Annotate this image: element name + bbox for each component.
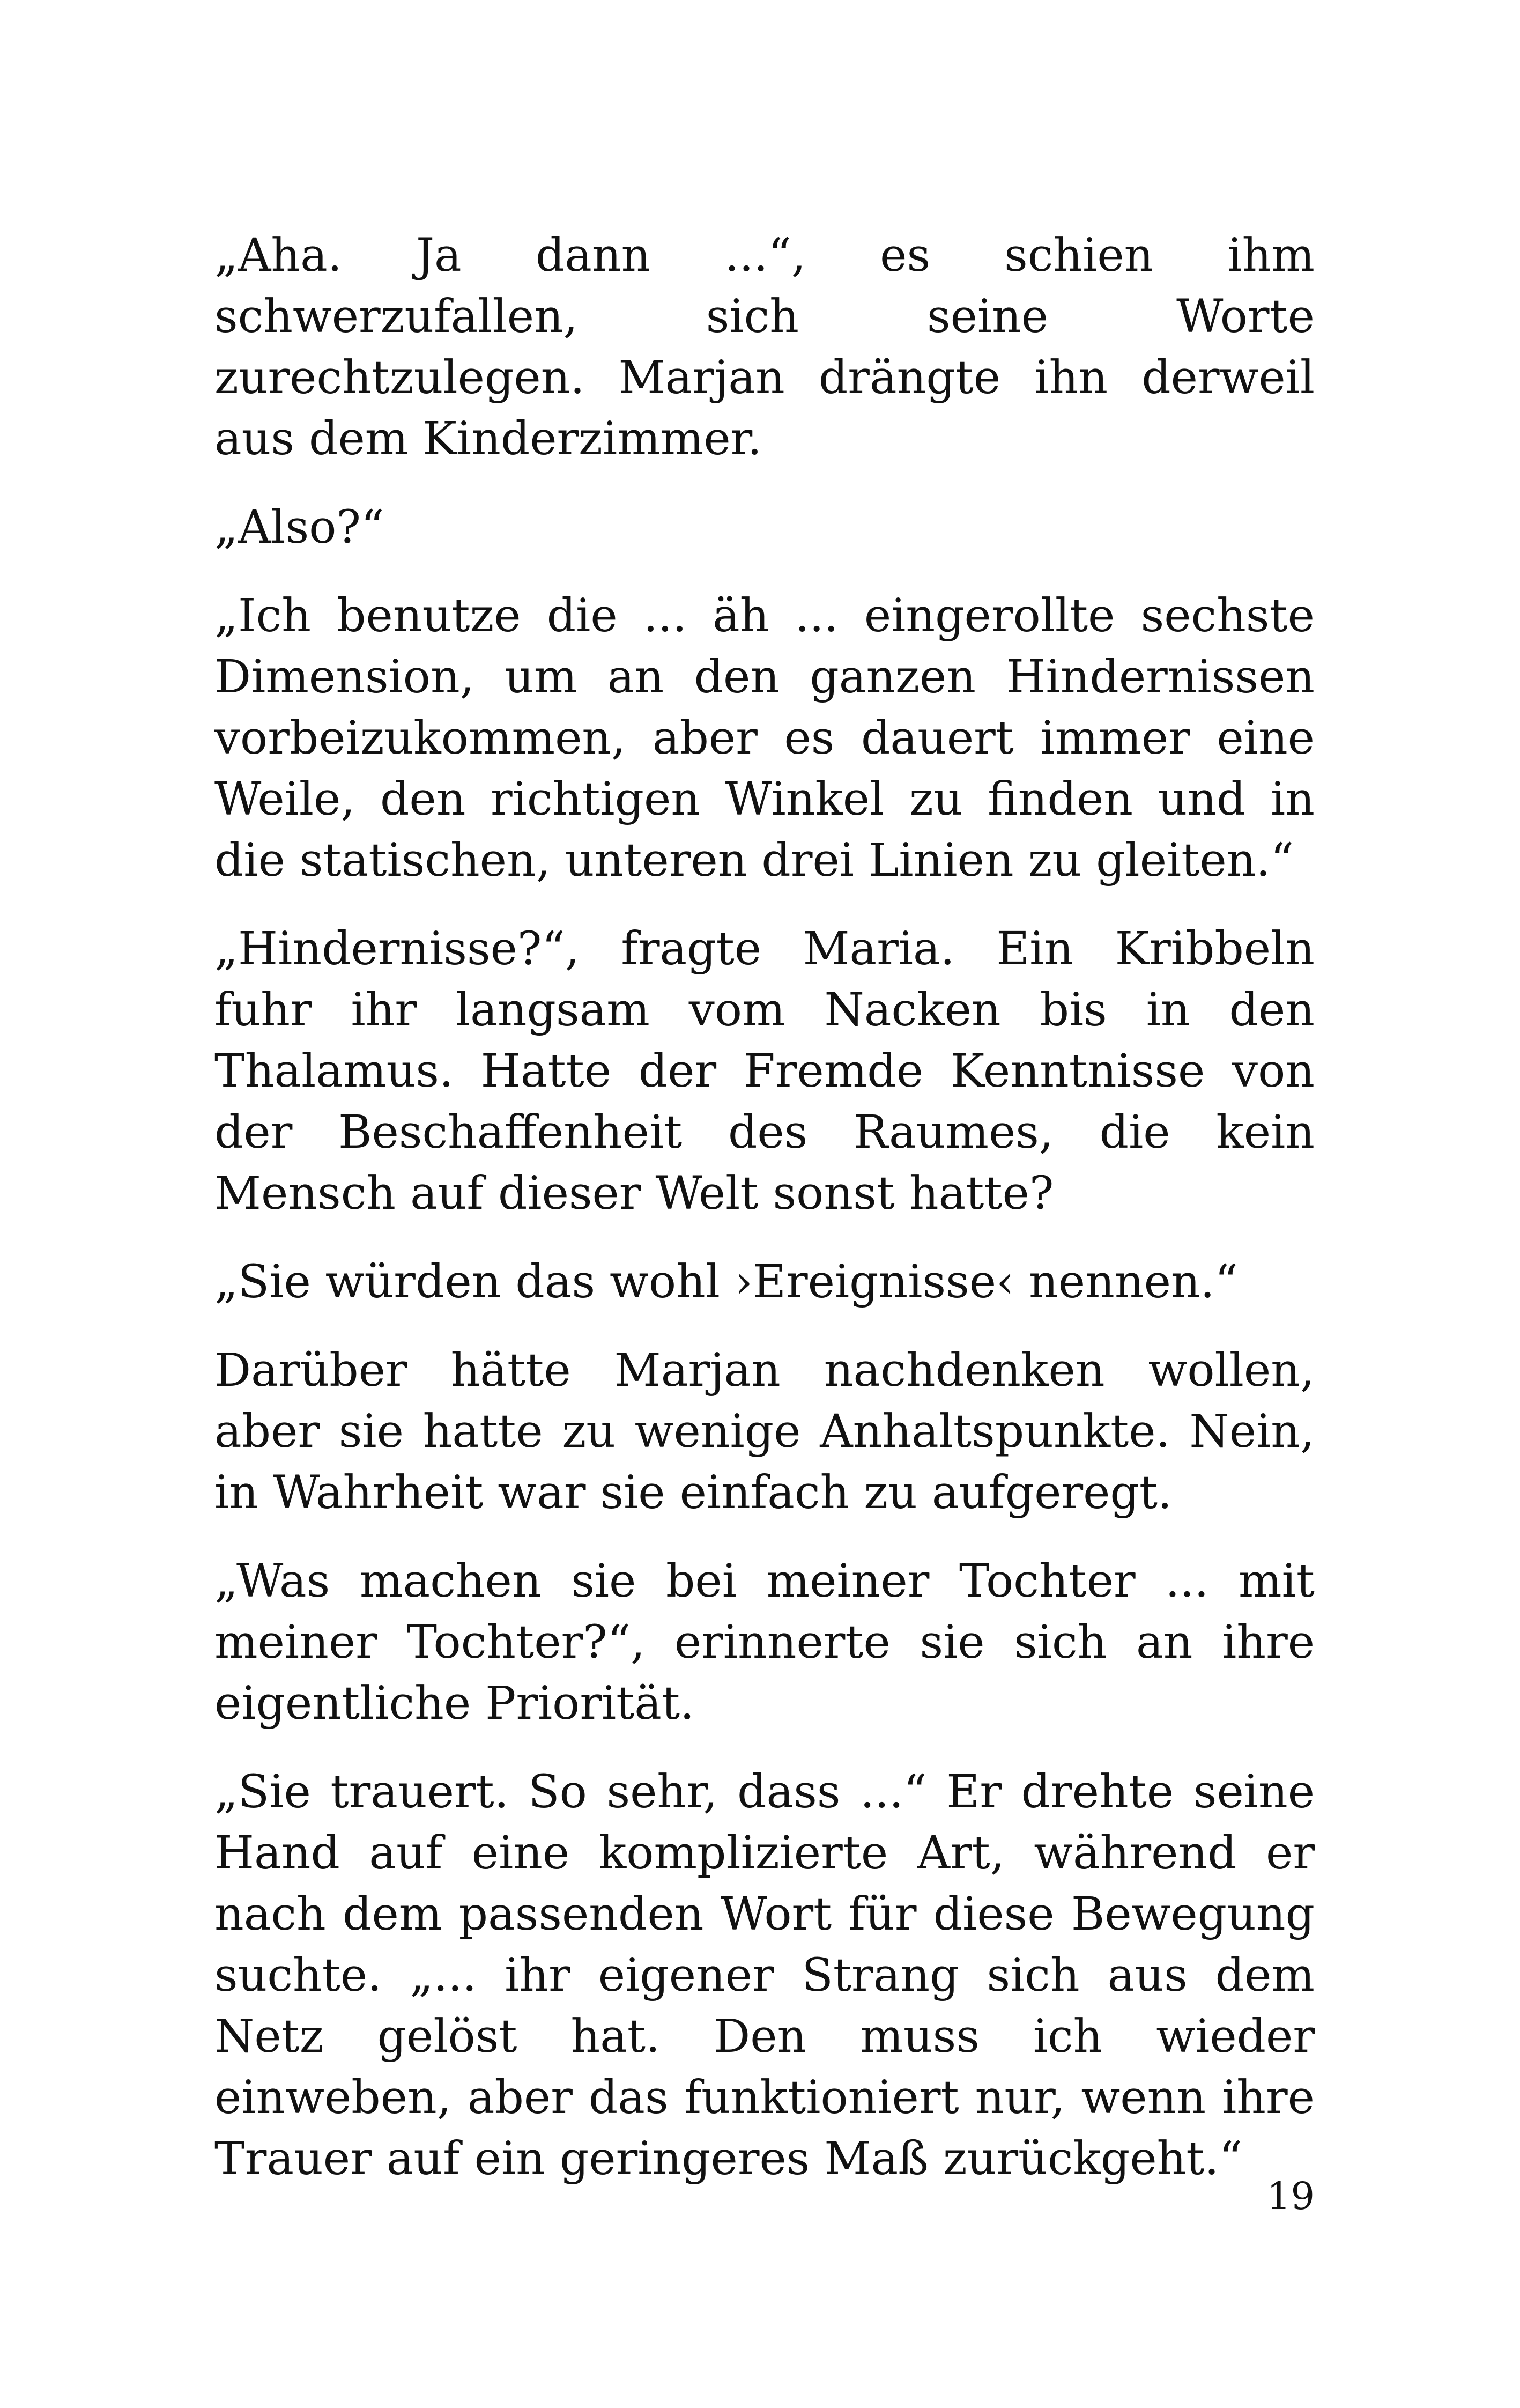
paragraph-aha: „Aha. Ja dann ...“, es schien ihm schwerzufallen, sich seine Worte zurechtzulegen. Marjan drängte ihn derweil aus dem Kinderzimmer. <box>214 229 1315 466</box>
paragraph-trauer: „Sie trauert. So sehr, dass ...“ Er drehte seine Hand auf eine komplizierte Art, während er nach dem passenden Wort für diese Bewegung suchte. „... ihr eigener Strang sich aus dem Netz gelöst hat. Den muss ich wieder einweben, aber das funktioniert nur, wenn ihre Trauer auf ein geringeres Maß zurückgeht.“ <box>214 1766 1315 2185</box>
page-body <box>214 225 1315 2190</box>
paragraph-also: „Also?“ <box>214 501 384 554</box>
paragraph-darueber: Darüber hätte Marjan nachdenken wollen, aber sie hatte zu wenige Anhaltspunkte. Nein, in Wahrheit war sie einfach zu aufgeregt. <box>214 1344 1315 1519</box>
paragraph-sechste-dimension: „Ich benutze die ... äh ... eingerollte sechste Dimension, um an den ganzen Hindernissen vorbeizukommen, aber es dauert immer eine Weile, den richtigen Winkel zu finden und in die statischen, unteren drei Linien zu gleiten.“ <box>214 589 1315 887</box>
paragraph-ereignisse: „Sie würden das wohl ›Ereignisse‹ nennen.“ <box>214 1255 1239 1309</box>
paragraph-tochter: „Was machen sie bei meiner Tochter ... mit meiner Tochter?“, erinnerte sie sich an ihre eigentliche Priorität. <box>214 1555 1315 1730</box>
page-number: 19 <box>1266 2174 1315 2218</box>
paragraph-hindernisse: „Hindernisse?“, fragte Maria. Ein Kribbeln fuhr ihr langsam vom Nacken bis in den Thalamus. Hatte der Fremde Kenntnisse von der Beschaffenheit des Raumes, die kein Mensch auf dieser Welt sonst hatte? <box>214 922 1315 1220</box>
